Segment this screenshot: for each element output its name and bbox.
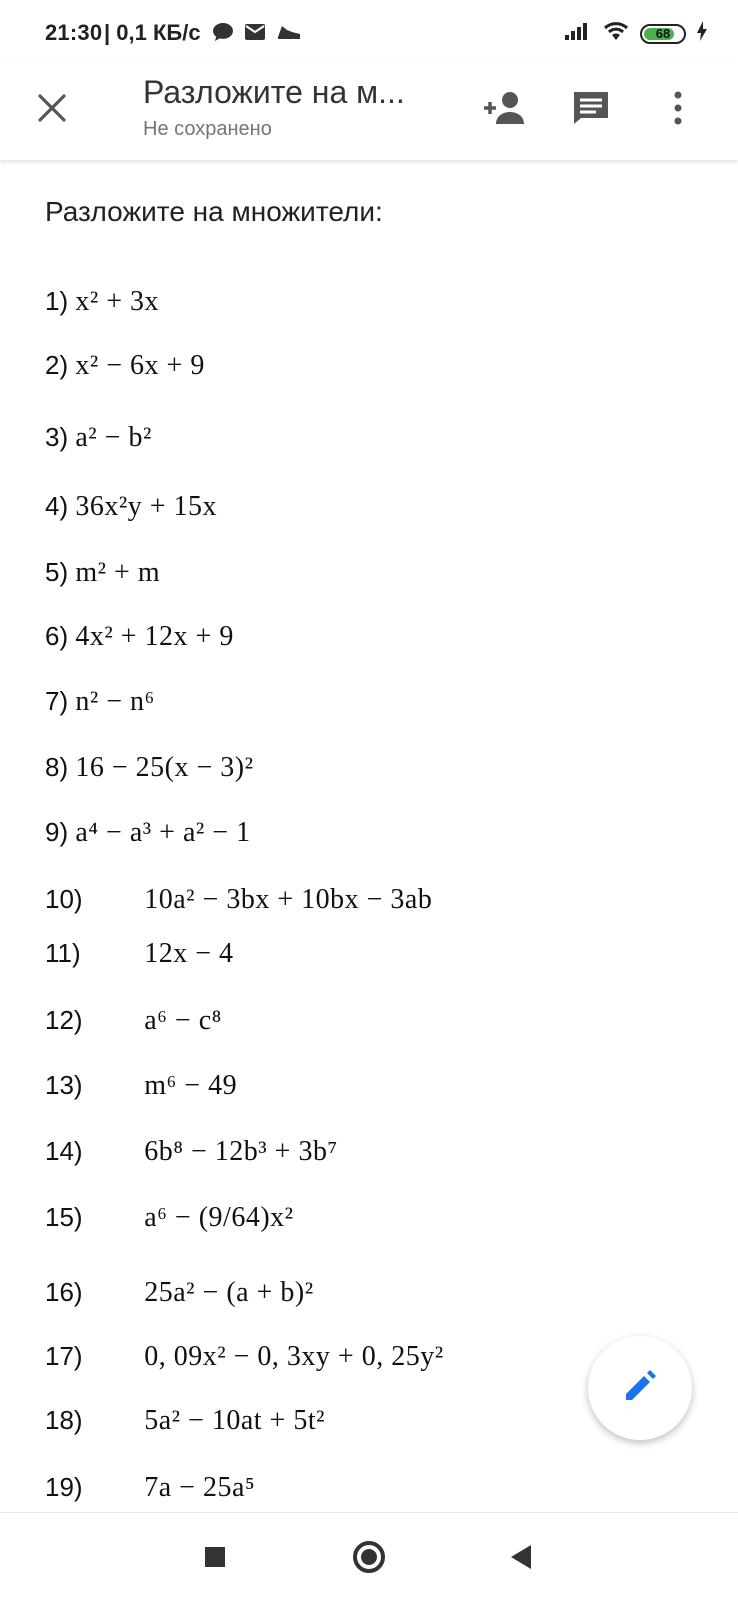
item-expression: 6b⁸ − 12b³ + 3b⁷	[144, 1136, 338, 1167]
list-item	[45, 621, 234, 653]
item-expression: 16 − 25(x − 3)²	[75, 752, 254, 783]
wifi-icon	[602, 20, 630, 47]
item-number: 4)	[45, 491, 69, 521]
battery-level: 68	[655, 25, 671, 41]
item-number: 9)	[45, 817, 69, 847]
comment-icon[interactable]	[567, 84, 615, 132]
save-status: Не сохранено	[143, 118, 272, 140]
list-item	[45, 1070, 237, 1102]
list-item	[45, 1341, 444, 1373]
list-item	[45, 938, 234, 970]
item-expression: x² − 6x + 9	[75, 350, 205, 381]
notification-icons	[212, 22, 302, 47]
chat-bubble-icon	[212, 22, 234, 47]
item-expression: 0, 09x² − 0, 3xy + 0, 25y²	[144, 1341, 444, 1372]
document-body[interactable]	[0, 160, 738, 1510]
edit-pencil-icon	[620, 1366, 660, 1411]
item-number: 1)	[45, 286, 69, 316]
item-expression: m⁶ − 49	[144, 1070, 238, 1101]
item-expression: 12x − 4	[144, 938, 234, 969]
item-number: 18)	[45, 1405, 83, 1435]
item-expression: n² − n⁶	[75, 686, 155, 717]
item-expression: 5a² − 10at + 5t²	[144, 1405, 326, 1436]
more-vert-icon[interactable]	[654, 84, 702, 132]
item-number: 8)	[45, 752, 69, 782]
item-expression: 7a − 25a⁵	[144, 1472, 256, 1503]
charging-icon	[696, 20, 708, 47]
app-bar	[0, 64, 738, 160]
item-expression: m² + m	[75, 557, 161, 588]
item-expression: a⁶ − c⁸	[144, 1005, 222, 1036]
add-person-icon[interactable]	[480, 84, 528, 132]
status-bar	[0, 0, 738, 64]
recents-square-icon[interactable]	[193, 1535, 237, 1579]
item-number: 10)	[45, 884, 83, 914]
item-number: 19)	[45, 1472, 83, 1502]
item-expression: a⁶ − (9/64)x²	[144, 1202, 294, 1233]
mail-icon	[244, 23, 266, 46]
item-number: 12)	[45, 1005, 83, 1035]
list-item	[45, 1005, 222, 1037]
system-icons	[564, 20, 708, 47]
list-item	[45, 752, 253, 784]
list-item	[45, 1472, 255, 1504]
list-item	[45, 1277, 314, 1309]
close-icon[interactable]	[30, 86, 74, 130]
net-speed: | 0,1 КБ/с	[104, 20, 201, 45]
back-triangle-icon[interactable]	[500, 1535, 544, 1579]
item-expression: x² + 3x	[75, 286, 160, 317]
item-expression: 25a² − (a + b)²	[144, 1277, 314, 1308]
signal-icon	[564, 21, 592, 46]
list-item	[45, 1405, 325, 1437]
item-number: 14)	[45, 1136, 83, 1166]
item-expression: a⁴ − a³ + a² − 1	[75, 817, 251, 848]
item-expression: 10a² − 3bx + 10bx − 3ab	[144, 884, 433, 915]
document-heading: Разложите на множители:	[45, 196, 383, 227]
item-number: 17)	[45, 1341, 83, 1371]
item-number: 7)	[45, 686, 69, 716]
sneaker-icon	[276, 23, 302, 46]
list-item	[45, 286, 159, 318]
item-number: 2)	[45, 350, 69, 380]
battery-icon	[640, 24, 686, 44]
system-nav-bar	[0, 1512, 738, 1601]
item-number: 13)	[45, 1070, 83, 1100]
list-item	[45, 350, 205, 382]
status-time: 21:30	[45, 20, 103, 45]
item-number: 15)	[45, 1202, 83, 1232]
item-number: 5)	[45, 557, 69, 587]
document-title: Разложите на м...	[143, 74, 405, 110]
item-number: 6)	[45, 621, 69, 651]
list-item	[45, 491, 217, 523]
list-item	[45, 1202, 294, 1234]
list-item	[45, 557, 160, 589]
list-item	[45, 686, 155, 718]
item-number: 16)	[45, 1277, 83, 1307]
edit-fab-button[interactable]	[588, 1336, 692, 1440]
list-item	[45, 1136, 338, 1168]
item-expression: 36x²y + 15x	[75, 491, 218, 522]
list-item	[45, 422, 152, 454]
item-expression: a² − b²	[75, 422, 152, 453]
list-item	[45, 817, 251, 849]
home-circle-icon[interactable]	[347, 1535, 391, 1579]
item-number: 11)	[45, 938, 81, 968]
item-number: 3)	[45, 422, 69, 452]
item-expression: 4x² + 12x + 9	[75, 621, 234, 652]
list-item	[45, 884, 432, 916]
